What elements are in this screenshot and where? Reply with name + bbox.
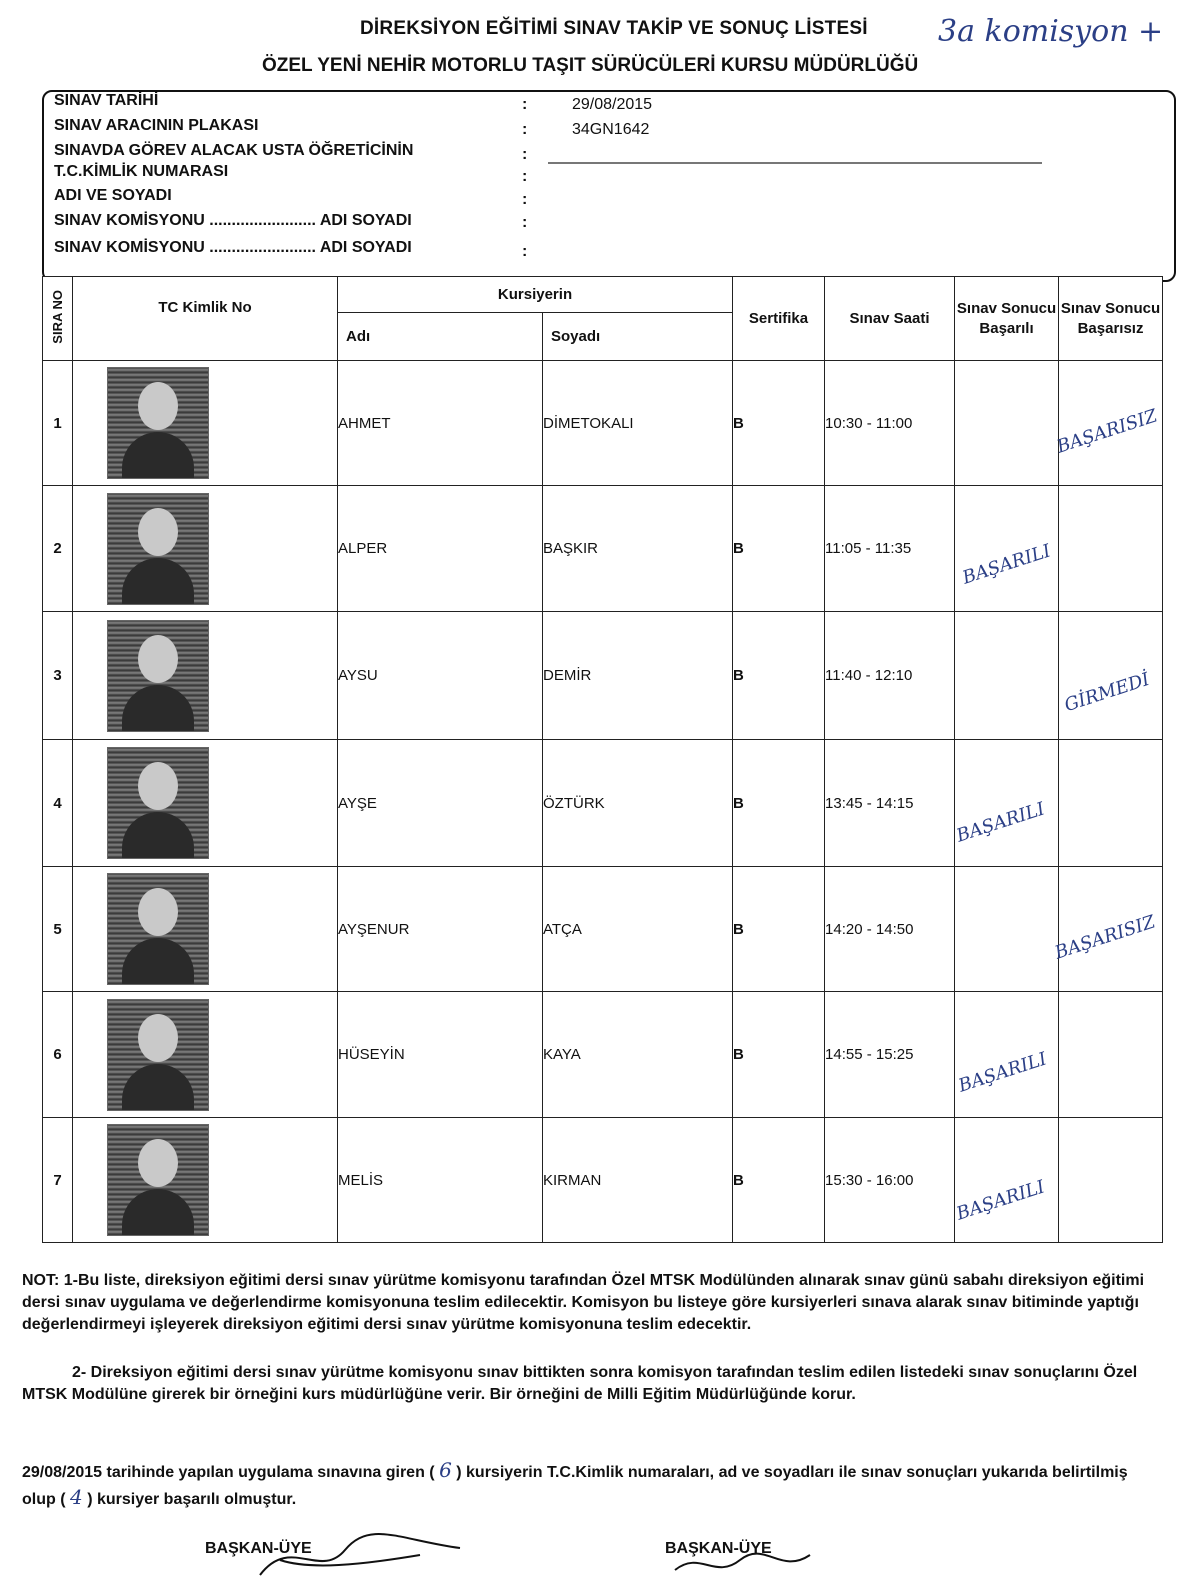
plate-label: SINAV ARACININ PLAKASI bbox=[54, 117, 259, 134]
summary-statement bbox=[22, 1458, 1162, 1512]
sertifika-header: Sertifika bbox=[733, 277, 825, 361]
fail-mark: BAŞARISIZ bbox=[1052, 911, 1158, 964]
applicant-photo bbox=[107, 367, 209, 479]
photo-cell bbox=[73, 867, 338, 992]
pass-cell bbox=[955, 486, 1059, 612]
fail-cell bbox=[1059, 740, 1163, 867]
fail-cell bbox=[1059, 612, 1163, 740]
signature-label-left: BAŞKAN-ÜYE bbox=[205, 1540, 312, 1557]
photo-cell bbox=[73, 1118, 338, 1243]
surname: ÖZTÜRK bbox=[543, 740, 733, 867]
commission1-label: SINAV KOMİSYONU ........................ ADI SOYADI bbox=[54, 212, 412, 229]
adi-header: Adı bbox=[338, 313, 543, 361]
photo-cell bbox=[73, 361, 338, 486]
certificate: B bbox=[733, 740, 825, 867]
photo-cell bbox=[73, 992, 338, 1118]
pass-mark: BAŞARILI bbox=[960, 540, 1054, 589]
surname: BAŞKIR bbox=[543, 486, 733, 612]
fail-mark: BAŞARISIZ bbox=[1054, 405, 1160, 458]
fail-mark: GİRMEDİ bbox=[1061, 668, 1153, 717]
summary-text: 29/08/2015 tarihinde yapılan uygulama sınavına giren ( bbox=[22, 1464, 435, 1481]
note-2: 2- Direksiyon eğitimi dersi sınav yürütme komisyonu sınav bittikten sonra komisyon tarafından teslim edilen listedeki sınav sonuçlarını Özel MTSK Modülüne girerek bir örneğini kurs müdürlüğüne verir. Bir örneğini de Milli Eğitim Müdürlüğünde korur. bbox=[22, 1364, 1138, 1403]
info-colon: : bbox=[522, 146, 528, 163]
summary-text: ) kursiyerin T.C.Kimlik numaraları, ad ve soyadları ile sınav sonuçları yukarıda belirtilmiş olup ( bbox=[22, 1464, 1128, 1508]
plate-value: 34GN1642 bbox=[572, 121, 650, 138]
row-number: 2 bbox=[43, 486, 73, 612]
soyadi-header: Soyadı bbox=[543, 313, 733, 361]
surname: KIRMAN bbox=[543, 1118, 733, 1243]
table-row bbox=[43, 361, 1163, 486]
pass-mark: BAŞARILI bbox=[956, 1048, 1050, 1097]
exam-time: 13:45 - 14:15 bbox=[825, 740, 955, 867]
row-number: 7 bbox=[43, 1118, 73, 1243]
table-row bbox=[43, 486, 1163, 612]
pass-cell bbox=[955, 612, 1059, 740]
exam-time: 15:30 - 16:00 bbox=[825, 1118, 955, 1243]
photo-cell bbox=[73, 740, 338, 867]
applicant-photo bbox=[107, 1124, 209, 1236]
pass-cell bbox=[955, 867, 1059, 992]
sira-no-header: SIRA NO bbox=[43, 277, 73, 361]
signature-right bbox=[670, 1530, 900, 1585]
commission2-label: SINAV KOMİSYONU ........................ ADI SOYADI bbox=[54, 239, 412, 256]
table-row bbox=[43, 1118, 1163, 1243]
count-entered: 6 bbox=[439, 1458, 452, 1482]
exam-date-value: 29/08/2015 bbox=[572, 96, 653, 113]
exam-time: 11:40 - 12:10 bbox=[825, 612, 955, 740]
applicant-photo bbox=[107, 873, 209, 985]
basarili-header: Sınav Sonucu Başarılı bbox=[955, 277, 1059, 361]
row-number: 5 bbox=[43, 867, 73, 992]
summary-text: ) kursiyer başarılı olmuştur. bbox=[87, 1491, 297, 1508]
tc-header: TC Kimlik No bbox=[73, 277, 338, 361]
pass-cell bbox=[955, 1118, 1059, 1243]
certificate: B bbox=[733, 867, 825, 992]
exam-time: 11:05 - 11:35 bbox=[825, 486, 955, 612]
pass-cell bbox=[955, 361, 1059, 486]
applicant-photo bbox=[107, 620, 209, 732]
kursiyerin-header: Kursiyerin bbox=[338, 277, 733, 313]
surname: ATÇA bbox=[543, 867, 733, 992]
row-number: 3 bbox=[43, 612, 73, 740]
exam-date-label: SINAV TARİHİ bbox=[54, 92, 159, 109]
certificate: B bbox=[733, 486, 825, 612]
applicant-photo bbox=[107, 493, 209, 605]
first-name: MELİS bbox=[338, 1118, 543, 1243]
table-row bbox=[43, 992, 1163, 1118]
surname: DİMETOKALI bbox=[543, 361, 733, 486]
applicant-photo bbox=[107, 999, 209, 1111]
info-colon: : bbox=[522, 96, 528, 113]
applicant-photo bbox=[107, 747, 209, 859]
certificate: B bbox=[733, 1118, 825, 1243]
exam-time: 14:20 - 14:50 bbox=[825, 867, 955, 992]
note-1: NOT: 1-Bu liste, direksiyon eğitimi dersi sınav yürütme komisyonu tarafından Özel MTSK Modülünden alınarak sınav günü sabahı direksiyon eğitimi dersi sınav uygulama ve değerlendirme komisyonuna teslim edilecektir. Komisyon bu listeye göre kursiyerleri sınava alarak sınav bitiminde yaptığı değerlendirmeyi işleyerek direksiyon eğitimi dersi sınav yürütme komisyonuna teslim edecektir. bbox=[22, 1272, 1145, 1333]
signature-left bbox=[250, 1530, 480, 1585]
fail-cell bbox=[1059, 486, 1163, 612]
pass-mark: BAŞARILI bbox=[954, 1176, 1048, 1225]
first-name: AHMET bbox=[338, 361, 543, 486]
pass-cell bbox=[955, 740, 1059, 867]
pass-mark: BAŞARILI bbox=[954, 798, 1048, 847]
info-colon: : bbox=[522, 121, 528, 138]
certificate: B bbox=[733, 612, 825, 740]
exam-time: 10:30 - 11:00 bbox=[825, 361, 955, 486]
name-surname-label: ADI VE SOYADI bbox=[54, 187, 172, 204]
info-colon: : bbox=[522, 243, 528, 260]
first-name: AYŞE bbox=[338, 740, 543, 867]
certificate: B bbox=[733, 361, 825, 486]
info-colon: : bbox=[522, 168, 528, 185]
handwritten-corner-note: 3a komisyon + bbox=[938, 14, 1164, 49]
signature-label-right: BAŞKAN-ÜYE bbox=[665, 1540, 772, 1557]
row-number: 4 bbox=[43, 740, 73, 867]
fail-cell bbox=[1052, 867, 1163, 992]
first-name: ALPER bbox=[338, 486, 543, 612]
table-row bbox=[43, 867, 1163, 992]
first-name: AYŞENUR bbox=[338, 867, 543, 992]
redacted-line bbox=[548, 162, 1042, 164]
table-row bbox=[43, 740, 1163, 867]
certificate: B bbox=[733, 992, 825, 1118]
exam-results-table bbox=[42, 276, 1163, 1243]
basarisiz-header: Sınav Sonucu Başarısız bbox=[1059, 277, 1163, 361]
fail-cell bbox=[1059, 1118, 1163, 1243]
first-name: AYSU bbox=[338, 612, 543, 740]
count-passed: 4 bbox=[70, 1485, 83, 1509]
surname: DEMİR bbox=[543, 612, 733, 740]
document-title: DİREKSİYON EĞİTİMİ SINAV TAKİP VE SONUÇ LİSTESİ bbox=[360, 18, 868, 39]
table-row bbox=[43, 612, 1163, 740]
tc-number-label: T.C.KİMLİK NUMARASI bbox=[54, 163, 229, 180]
saat-header: Sınav Saati bbox=[825, 277, 955, 361]
info-colon: : bbox=[522, 214, 528, 231]
document-subtitle: ÖZEL YENİ NEHİR MOTORLU TAŞIT SÜRÜCÜLERİ KURSU MÜDÜRLÜĞÜ bbox=[262, 55, 919, 76]
photo-cell bbox=[73, 612, 338, 740]
instructor-label: SINAVDA GÖREV ALACAK USTA ÖĞRETİCİNİN bbox=[54, 142, 414, 159]
row-number: 1 bbox=[43, 361, 73, 486]
row-number: 6 bbox=[43, 992, 73, 1118]
fail-cell bbox=[1054, 361, 1163, 486]
fail-cell bbox=[1059, 992, 1163, 1118]
first-name: HÜSEYİN bbox=[338, 992, 543, 1118]
surname: KAYA bbox=[543, 992, 733, 1118]
photo-cell bbox=[73, 486, 338, 612]
pass-cell bbox=[955, 992, 1059, 1118]
info-colon: : bbox=[522, 191, 528, 208]
exam-time: 14:55 - 15:25 bbox=[825, 992, 955, 1118]
